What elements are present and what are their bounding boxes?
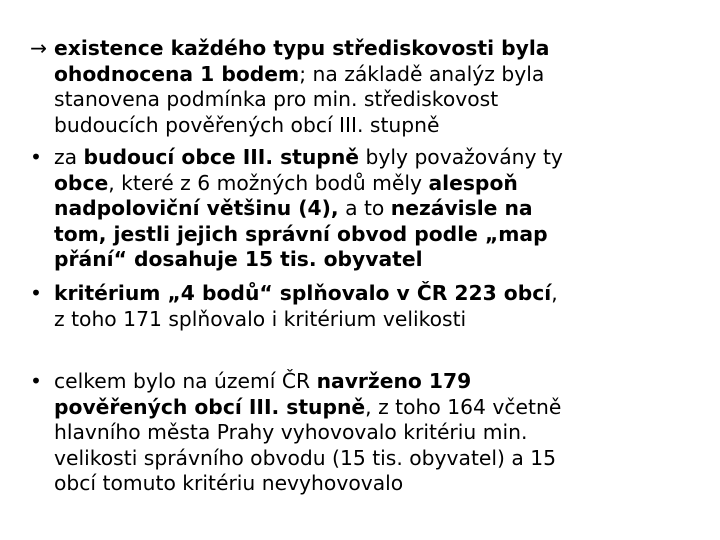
text-line bbox=[54, 145, 700, 171]
text-line bbox=[54, 171, 700, 197]
bold-run: nadpoloviční většinu (4), bbox=[54, 196, 339, 221]
bullet-item-budouci-obce bbox=[30, 145, 700, 273]
bullet-item-kriterium bbox=[30, 281, 700, 332]
bullet-icon: • bbox=[30, 281, 42, 305]
text-line bbox=[54, 281, 700, 307]
text-line bbox=[54, 369, 700, 395]
text-run: , z toho 164 včetně bbox=[365, 394, 562, 419]
bold-run: navrženo 179 bbox=[316, 369, 472, 393]
bold-run: pověřených obcí III. stupně bbox=[54, 394, 366, 419]
text-run: velikosti správního obvodu (15 tis. obyvatel) a 15 bbox=[54, 445, 557, 470]
text-run: a to bbox=[338, 196, 391, 221]
bold-run: ohodnocena 1 bodem bbox=[54, 61, 300, 86]
text-line bbox=[54, 395, 700, 421]
text-line bbox=[54, 247, 700, 273]
bold-run: tom, jestli jejich správní obvod podle „map bbox=[54, 221, 548, 246]
text-run: , bbox=[551, 281, 558, 305]
text-line bbox=[54, 471, 700, 497]
bold-run: nezávisle na bbox=[390, 196, 533, 221]
text-run: za bbox=[54, 145, 84, 169]
text-run: z toho 171 splňovalo i kritérium velikosti bbox=[54, 306, 467, 331]
bullet-text bbox=[30, 145, 700, 273]
text-run: budoucích pověřených obcí III. stupně bbox=[54, 112, 440, 137]
text-line bbox=[54, 87, 700, 113]
bold-run: budoucí obce III. stupně bbox=[83, 145, 360, 169]
bullet-text bbox=[30, 36, 700, 138]
text-run: obcí tomuto kritériu nevyhovovalo bbox=[54, 471, 404, 496]
bold-run: existence každého typu střediskovosti byla bbox=[54, 36, 550, 60]
text-run: ; na základě analýz byla bbox=[299, 61, 545, 86]
bullet-icon: • bbox=[30, 369, 42, 393]
text-line bbox=[54, 446, 700, 472]
text-run: stanovena podmínka pro min. střediskovost bbox=[54, 87, 499, 112]
bold-run: alespoň bbox=[428, 170, 518, 195]
bullet-text bbox=[30, 369, 700, 497]
text-run: hlavního města Prahy vyhovovalo kritériu min. bbox=[54, 420, 528, 445]
bullet-icon: • bbox=[30, 145, 42, 169]
text-line bbox=[54, 222, 700, 248]
bullet-item-celkem bbox=[30, 369, 700, 497]
arrow-icon: → bbox=[30, 36, 47, 60]
text-run: celkem bylo na území ČR bbox=[54, 369, 317, 393]
text-run: , které z 6 možných bodů měly bbox=[108, 170, 429, 195]
text-run: byly považovány ty bbox=[359, 145, 563, 169]
bold-run: obce bbox=[54, 170, 109, 195]
bullet-text bbox=[30, 281, 700, 332]
bold-run: přání“ dosahuje 15 tis. obyvatel bbox=[54, 247, 423, 272]
text-line bbox=[54, 113, 700, 139]
text-line bbox=[54, 36, 700, 62]
text-line bbox=[54, 196, 700, 222]
text-line bbox=[54, 307, 700, 333]
bullet-item-existence bbox=[30, 36, 700, 138]
text-line bbox=[54, 420, 700, 446]
text-line bbox=[54, 62, 700, 88]
bold-run: kritérium „4 bodů“ splňovalo v ČR 223 obcí bbox=[54, 281, 552, 305]
